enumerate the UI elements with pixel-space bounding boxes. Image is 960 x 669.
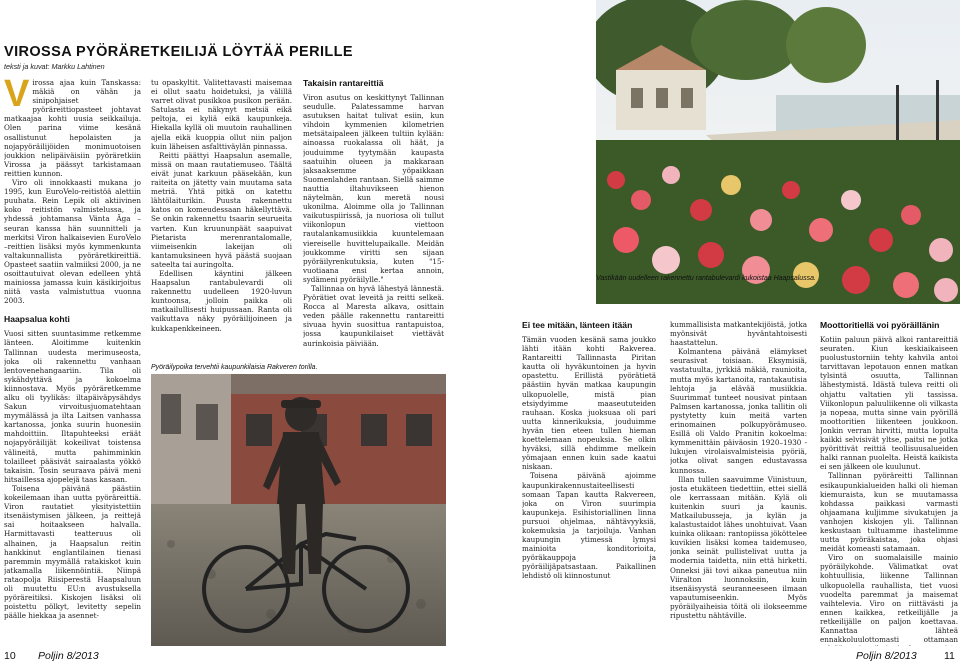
text-column-3 [303, 78, 444, 362]
byline: teksti ja kuvat: Markku Lahtinen [4, 62, 105, 71]
text-column-2 [151, 78, 292, 362]
photo-caption-haapsalu: Vastikään uudelleen rakennettu rantabulevardi kukoistaa Haapsalussa. [596, 275, 816, 282]
paragraph: Tämän vuoden kesänä sama joukko lähti itään kohti Rakverea. Rantareitti Tallinnasta Piritan kautta oli hyväkuntoinen ja hyvin opastettu. Erillistä pyörätietä päästiin hyvän matkaa kaupungin ulkopuolelle, mistä pian etsiydyimme maaseututeiden rauhaan. Koska juoksuaa oli pari uutta kinnerikuksia, jouduimme hyvän tien eteen tullen hieman koettelemaan nopeuksia. Se olkin hyväksi, sillä ehdimme melkein yömajaan ennen kuin sade kaatui niskaan. [522, 335, 656, 472]
text-column-6 [820, 320, 958, 646]
subheading-ei-tee: Ei tee mitään, länteen itään [522, 320, 633, 330]
page-number-left: 10 [4, 650, 16, 662]
text-column-1 [4, 78, 141, 648]
photo-caption-rakvere: Pyöräilypoika tervehtii kaupunkilaisia Rakveren torilla. [151, 364, 318, 371]
paragraph: Kolmantena päivänä elämykset seurasivat toisiaan. Eksymisiä, vastatuulta, jyrkkiä mäkiä, raunioita, mutta myös kartanoita, rantakautisia lehtoja ja elävää musiikkia. Suurimmat tunteet nousivat pintaan Palmsen kartanossa, jonka tallitin oli pystytetty kuin meitä varten erinomainen polkupyörämuseo. Esillä oli Valdo Pranitin kokoelma: kymmenittäin päiväosin 1920–1930 -lukujen virolaisvalmisteisia pyöriä, jotka olivat sangen edustavassa kunnossa. [670, 347, 807, 475]
magazine-issue-left: Poljin 8/2013 [38, 650, 99, 662]
drop-cap: V [4, 78, 30, 115]
boy-statue-photo [151, 374, 446, 646]
paragraph: Tallinnan pyöräreitti Tallinnan esikaupunkialueiden halki oli hieman kiemuraista, kun se muutamassa kohdassa paikkasi varmasti ohjaamana kuljimme sivukatujen ja vanhojen kiskojen yli. Tallinnan keskustaan tultuamme ihastelimme uutta pyöräkaistaa, joka ohjasi meidät komeasti satamaan. [820, 471, 958, 554]
intro-paragraph: V irossa ajaa kuin Tanskassa: mäkiä on vähän ja sinipohjaiset pyöräreittiopasteet johtavat matkaajaa kohti uusia seikkailuja. Olen parina viime kesänä osallistunut hepolaisten ja nojapyöräilijöiden monimuotoisen joukkion nelipäiväisiin pyöräretkiin Virossa ja päässyt tarkistamaan reittien kunnon. [4, 78, 141, 178]
paragraph: Viro on suomalaisille mainio pyöräilykohde. Välimatkat ovat kohtuullisia, liikenne Tallinnan ulkopuolella rauhallista, tiet vuosi vuodelta paremmat ja maisemat vaihtelevia. Viro on riittävästi ja ennen kaikkea, retkeilijälle ja retkeilijälle on paljon koettavaa. Kannattaa lähteä ennakkoluulottomasti ottamaan [820, 553, 958, 645]
paragraph: Edellisen käyntini jälkeen Haapsalun rantabulevardi oli rakennettu uudelleen 1920-luvun kuntoonsa, jolloin paikka oli matkailullisesti huipussaan. Ranta oli vaikuttava näky pyöräilijoineen ja kukkapenkkeineen. [151, 268, 292, 333]
paragraph: Toisena päivänä päästiin kokeilemaan ihan uutta pyöräreittiä. Viron rautatiet yksityistettiin itsenäistymisen jälkeen, ja reittejä sai hoitaakseen halvalla. Harmittavasti teatteruus oli alhainen, ja Haapsalun reitin hankkinut englantilainen tienasi paremmin myymällä ratakiskot kuin jatkamalla liikennöintiä. Niinpä rataopolja Riisiperestä Haapsaluun oli muutettu EU:n avustuksella pyöräreitiksi. Kiskojen lisäksi oli poistettu pölkyt, levitetty sepelin päälle hiekkaa ja asennet- [4, 483, 141, 621]
subheading-haapsalua: Haapsalua kohti [4, 314, 70, 325]
paragraph: kummallisista matkantekijöistä, jotka myönsivät hyväntahtoisesti haastattelun. [670, 320, 807, 348]
subheading-takaisin: Takaisin rantareittiä [303, 78, 384, 88]
subheading-moottoritie: Moottoritiellä voi pyöräillänin [820, 320, 940, 330]
paragraph: Illan tullen saavuimme Viinistuun, josta etukäteen tiedettiin, ettei siellä ole kerrassaan mitään. Kylä oli kuitenkin suuri ja kaunis. Matkailubusseja, ja kylän ja kalastustaidot lähes unohtuivat. Vaan kuinka olikaan: rantopiissa jököttelee kuvikien lisäksi komea taidemuseo, jonka seinät pullistelivat uutta ja modernia taidetta, niin että hirketti. Onneksi jäi tovi aikaa paneutua niin Viiralton luonnoksiin, kuin itsenäisyystä seuranneeseen ilmaan vapautumiseenkin. Myös pyöräilyaiheisia töitä oli ilokseemme ripustettu nähtäville. [670, 474, 807, 620]
article-title: VIROSSA PYÖRÄRETKEILIJÄ LÖYTÄÄ PERILLE [4, 44, 354, 60]
paragraph: Reitti päättyi Haapsalun asemalle, missä on maan rautatiemuseo. Täältä eivät junat karkuun pääsekään, kun raiteita on jätetty vain muutama sata metriä. Yhtä pitkä on katettu lähtölaiturikin. Puusta rakennettu katos on komeudessaan häkellyttävä. Se onkin rakennettu tsaarin seurueita varten. Kun kruununpäät saapuivat Pietarista merenrantalomalle, viimeisenkin lakeijan oli kantamuksineen hyvä päästä suojaan sateelta tai auringolta. [151, 150, 292, 269]
paragraph: Tallinnaa on hyvä lähestyä lännestä. Pyörätiet ovat leveitä ja reitti selkeä. Rocca al Maresta alkava, osittain veden päälle rakennettu rantareitti sivuaa hyvin suosittua rantapuistoa, jossa kaupunkilaiset viettävät aurinkoisia päiviään. [303, 283, 444, 348]
text-column-5 [670, 320, 807, 646]
paragraph: Vuosi sitten suuntasimme retkemme länteen. Aloitimme kuitenkin Tallinnan uudesta merimuseosta, joka oli rakennettu vanhaan lentovenehangaariin. Tila oli sykähdyttävä ja kokoelma kiinnostava. Myös pyöräretkemme alku oli tyylikäs: iltapäiväpysähdys Sakun virvoitusjuomatehtaan myymälässä ja ilta Laitsen vanhassa kartanossa, jonka suurin huonesiin mahdoittiin. Iltapuhteeksi eräät nojapyöräilijät kokeilivat toistensa välineitä, mutta pahimminkin tolailleet pääsivät sairaalasta yökkö takaisin. Tosin seuraava päivä meni hitsaillessa ajopelejä taas kasaan. [4, 329, 141, 484]
paragraph: tu opaskyltit. Valitettavasti maisemaa ei ollut saatu hoidetuksi, ja välillä varret olivat pusikkoa pusikon perään. Satulasta ei näkynyt metsiä eikä peltoja, ei kyliä eikä kaupunkeja. Hiekalla kyllä oli muutoin rauhallinen ajella eikä kuoppia ollut niin paljon kuin läheisen asfalttiväylän pinnassa. [151, 78, 292, 151]
paragraph: Viro oli innokkaasti mukana jo 1995, kun EuroVelo-reitistöä alettiin puuhata. Rein Lepik oli aktiivinen koko reitistön valmistelussa, ja yhdessä johtamansa Vänta Äga –seuran kanssa hän suunnitteli ja merkitsi Viron halkaisevien EuroVelo –reittien lisäksi myös kymmenkunta valtakunnallista pyöräretkireittiä. Opasteet saatiin valmiiksi 2000, ja ne osoittautuivat olevan edelleen yhtä mainiossa jamassa kuin käsikirjoitus niitä vasta valmistuttua vuonna 2003. [4, 178, 141, 306]
paragraph: Kotiin paluun päivä alkoi rantareittiä seuraten. Kiun keskiaikaiseen puolustustorniin tehty kahvila antoi tarvittavan lepotauon ennen matkan tylsintä osuutta, Tallinnan lähestymistä. Idästä tuleva reitti oli ohjattu valtatien yli tassissa. Viikonlopun paluuliikenne oli vilkasta ja nopeaa, mutta sinne vain pyörillä moottoritien liikenteen joukkoon. Jonkin verran hirvitti, mutta lopulta kaikki selvisivät yltse, paitsi ne jotka pyörittivät reittiä teollisuusalueiden halki rannan puolelta. Heistä kaikista ei sen jälkeen ole kuulunut. [820, 335, 958, 472]
paragraph: Toisena päivänä ajoimme kaupunkirakennustaiteellisesti somaan Tapan kautta Rakvereen, joka on Viron suurimpia kaupunkeja. Esihistoriallinen linna pursuoi ohjelmaa, nähtävyyksiä, kokemuksia ja tarjoiluja. Vanhan kaupungin ytimessä lymysi mainioita konditorioita, pyöräkauppoja ja pyöräilijäpatsastaan. Paikallinen lehdistö oli kiinnostunut [522, 471, 656, 581]
page-number-right: 11 [944, 650, 955, 662]
magazine-issue-right: Poljin 8/2013 [856, 650, 917, 662]
haapsalu-promenade-photo [596, 0, 960, 304]
paragraph: Viron asutus on keskittynyt Tallinnan seudulle. Palatessamme harvan asutuksen haitat tulivat esiin, kun vihdoin kymmenien kilometrien metsätaipaleen jälkeen tultiin kylään: ainoassa ruokalassa oli häät, ja jouduimme tyytymään kaupasta saatuihin olueen ja makkaraan jaksaaksemme yöpaikkaan Suomenlahden rantaan. Siellä saimme nauttia iltahuvikseen hienon näytelmän, kun meretä nousi ukonilma. Aloimme olla jo Tallinnan vaikutuspiirissä, ja nuoriosa oli tullut viikonlopun viettoon rautalankamusiikkia kuuntelemaan viereiselle huvittelupaikalle. Meidän joukkomme viritti sen sijaan pyöräilyrenkutuksia, kuten "15-vuotiaana ensi kertaa annoin, sydämeni pyöräilylle." [303, 93, 444, 284]
text-column-4 [522, 320, 656, 646]
